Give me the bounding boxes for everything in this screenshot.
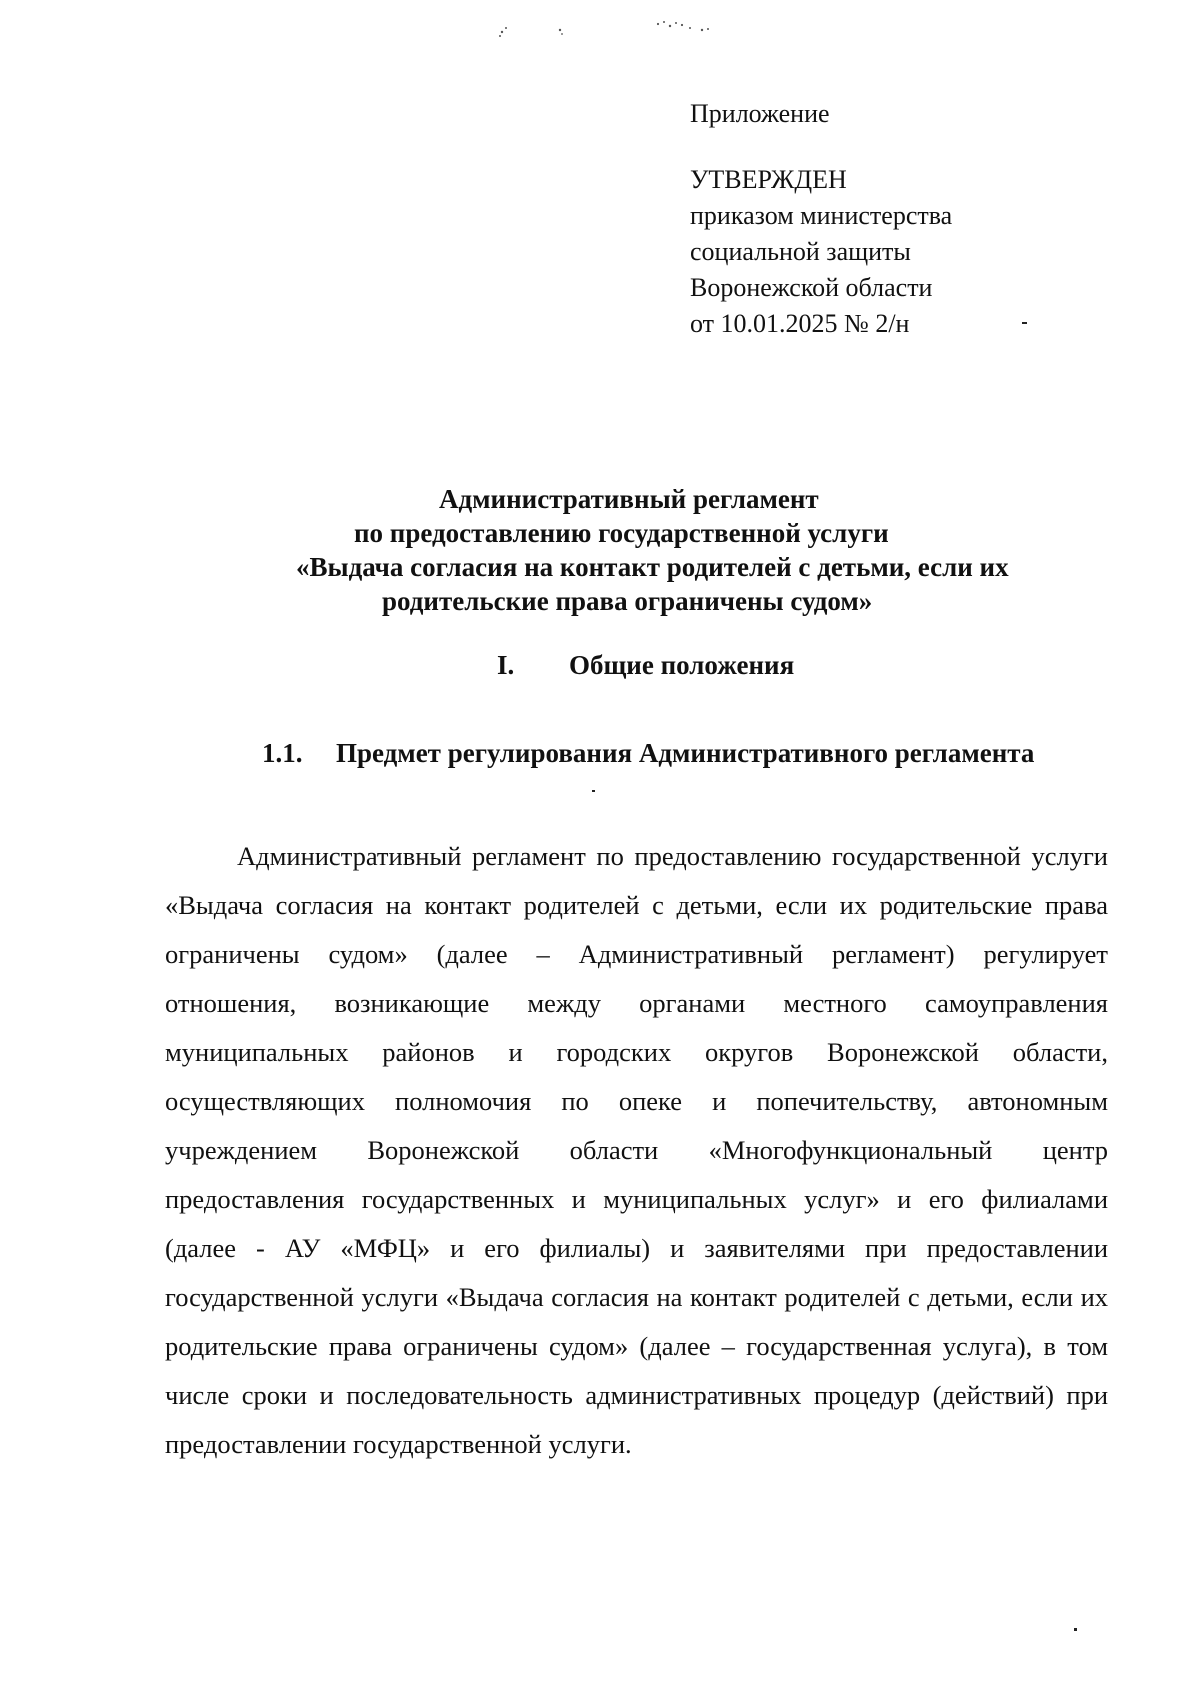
scan-speck xyxy=(592,790,595,792)
appendix-label: Приложение xyxy=(690,99,830,128)
approval-stamp-block xyxy=(690,96,1110,342)
section-title: Общие положения xyxy=(569,650,795,680)
approved-by-line-1: приказом министерства xyxy=(690,201,953,230)
paragraph-text: Административный регламент по предоставлению государственной услуги «Выдача согласия на контакт родителей с детьми, если их родительские права ограничены судом» (далее – Административный регламент) регулирует отношения, возникающие между органами местного самоуправления муниципальных районов и городских округов Воронежской области, осуществляющих полномочия по опеке и попечительству, автономным учреждением Воронежской области «Многофункциональный центр предоставления государственных и муниципальных услуг» и его филиалами (далее - АУ «МФЦ» и его филиалы) и заявителями при предоставлении государственной услуги «Выдача согласия на контакт родителей с детьми, если их родительские права ограничены судом» (далее – государственная услуга), в том числе сроки и последовательность административных процедур (действий) при предоставлении государственной услуги. xyxy=(165,841,1108,1459)
body-paragraph xyxy=(165,832,1108,1469)
subsection-title: Предмет регулирования Административного регламента xyxy=(336,738,1035,768)
title-line-2: по предоставлению государственной услуги xyxy=(354,518,889,548)
scan-artifacts xyxy=(480,14,740,44)
scan-speck xyxy=(1074,1628,1077,1631)
document-title xyxy=(130,482,1130,618)
approved-by-line-3: Воронежской области xyxy=(690,273,933,302)
title-line-1: Административный регламент xyxy=(439,484,819,514)
section-heading xyxy=(497,650,794,681)
section-number: I. xyxy=(497,650,515,680)
subsection-heading xyxy=(262,738,1034,769)
title-line-3: «Выдача согласия на контакт родителей с детьми, если их xyxy=(296,552,1009,582)
order-reference: от 10.01.2025 № 2/н xyxy=(690,309,910,338)
approved-label: УТВЕРЖДЕН xyxy=(690,165,847,194)
scan-speck xyxy=(1022,322,1027,324)
subsection-number: 1.1. xyxy=(262,738,303,768)
title-line-4: родительские права ограничены судом» xyxy=(382,586,873,616)
approved-by-line-2: социальной защиты xyxy=(690,237,911,266)
